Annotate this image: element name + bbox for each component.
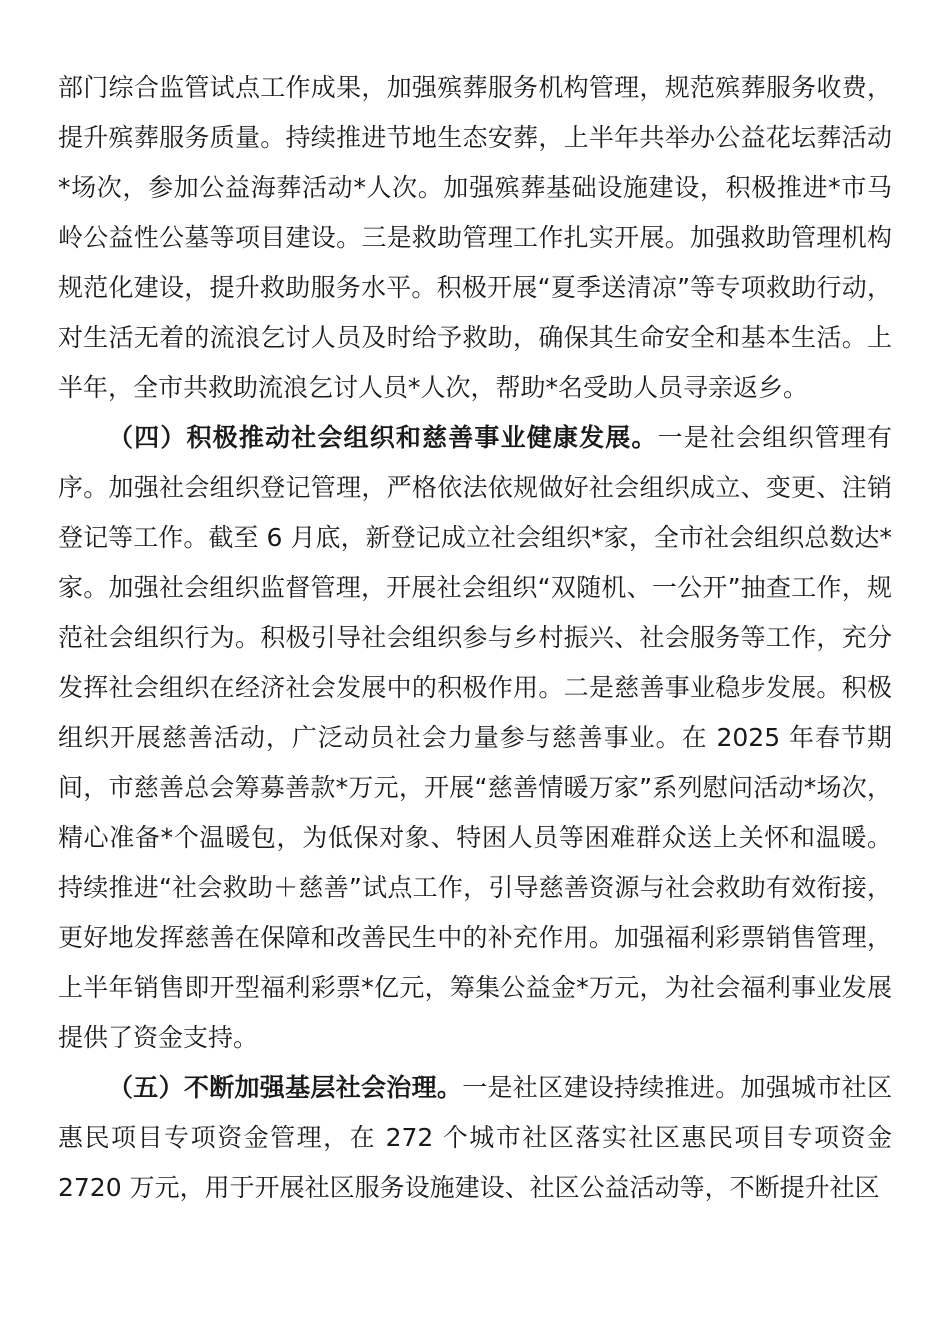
paragraph-body: 部门综合监管试点工作成果，加强殡葬服务机构管理，规范殡葬服务收费，提升殡葬服务质量。持续推进节地生态安葬，上半年共举办公益花坛葬活动*场次，参加公益海葬活动*人次。加强殡葬基础设施建设，积极推进*市马岭公益性公墓等项目建设。三是救助管理工作扎实开展。加强救助管理机构规范化建设，提升救助服务水平。积极开展“夏季送清凉”等专项救助行动，对生活无着的流浪乞讨人员及时给予救助，确保其生命安全和基本生活。上半年，全市共救助流浪乞讨人员*人次，帮助*名受助人员寻亲返乡。: [58, 73, 892, 402]
paragraph-body: 一是社会组织管理有序。加强社会组织登记管理，严格依法依规做好社会组织成立、变更、注销登记等工作。截至 6 月底，新登记成立社会组织*家，全市社会组织总数达*家。加强社会组织监督管理，开展社会组织“双随机、一公开”抽查工作，规范社会组织行为。积极引导社会组织参与乡村振兴、社会服务等工作，充分发挥社会组织在经济社会发展中的积极作用。二是慈善事业稳步发展。积极组织开展慈善活动，广泛动员社会力量参与慈善事业。在 2025 年春节期间，市慈善总会筹募善款*万元，开展“慈善情暖万家”系列慰问活动*场次，精心准备*个温暖包，为低保对象、特困人员等困难群众送上关怀和温暖。持续推进“社会救助＋慈善”试点工作，引导慈善资源与社会救助有效衔接，更好地发挥慈善在保障和改善民生中的补充作用。加强福利彩票销售管理，上半年销售即开型福利彩票*亿元，筹集公益金*万元，为社会福利事业发展提供了资金支持。: [58, 423, 892, 1052]
section-heading-5: （五）不断加强基层社会治理。: [108, 1073, 463, 1102]
document-page: [58, 63, 892, 1213]
paragraph-body: 一是社区建设持续推进。加强城市社区惠民项目专项资金管理，在 272 个城市社区落实社区惠民项目专项资金 2720 万元，用于开展社区服务设施建设、社区公益活动等，不断提升社区: [58, 1073, 892, 1202]
section-heading-4: （四）积极推动社会组织和慈善事业健康发展。: [108, 423, 658, 452]
paragraph-social-organizations: [58, 413, 892, 1063]
paragraph-grassroots-governance: [58, 1063, 892, 1213]
paragraph-funeral-and-relief: [58, 63, 892, 413]
